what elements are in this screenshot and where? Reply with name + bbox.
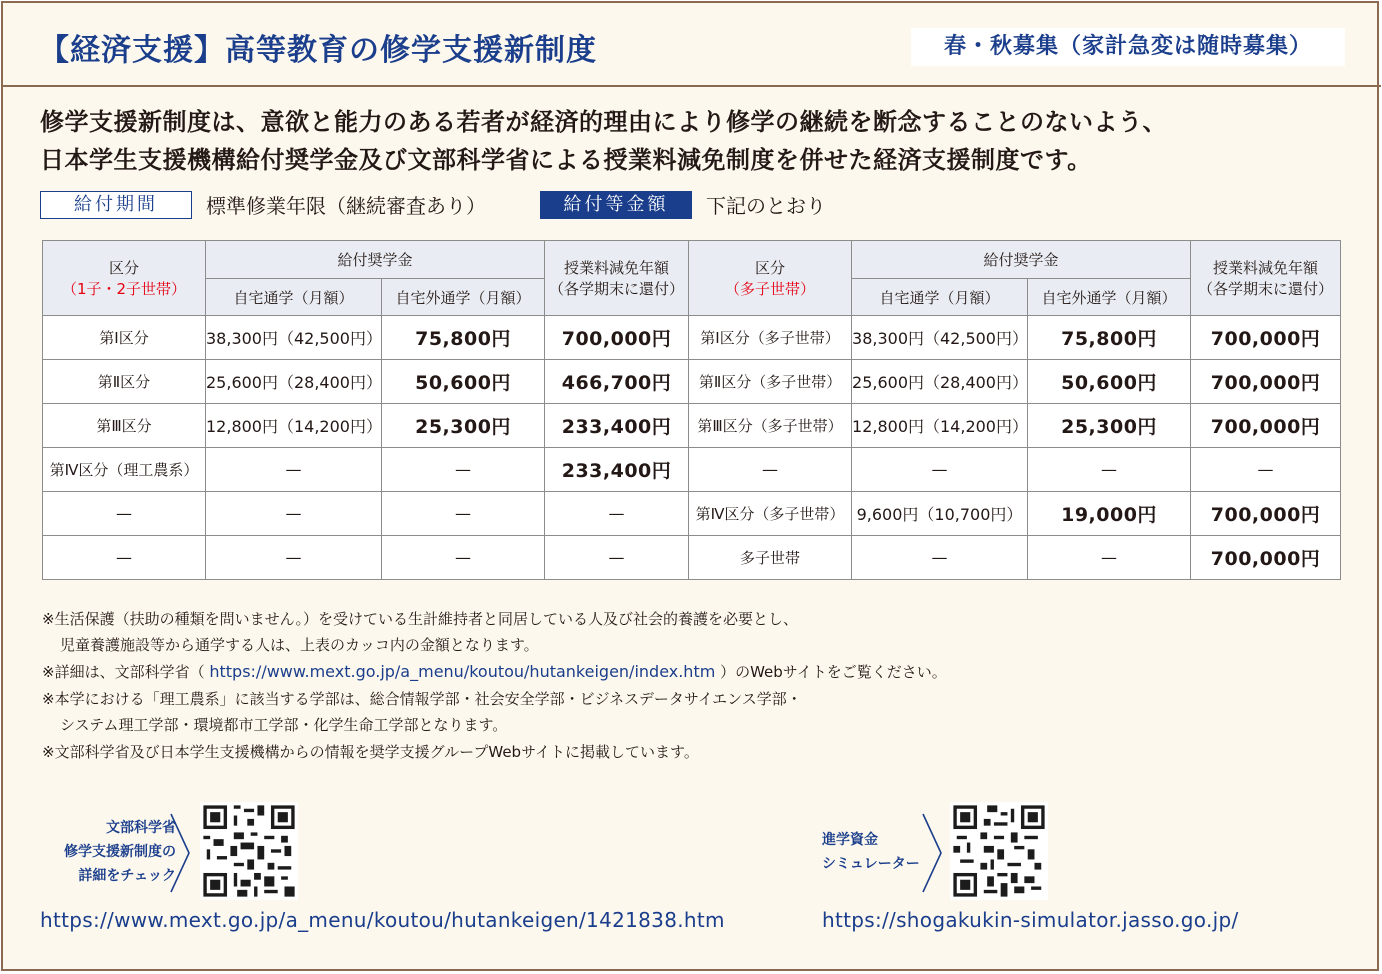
table-row	[43, 360, 1341, 404]
note-2	[42, 661, 947, 682]
period-label: 給付期間	[40, 191, 192, 219]
header-category-sub: （多子世帯）	[725, 280, 816, 298]
chevron-right-icon	[168, 812, 192, 894]
aid-table	[42, 240, 1341, 580]
cell-home: 9,600円（10,700円）	[852, 492, 1028, 536]
header-tuition-sub: （各学期末に還付）	[1198, 280, 1334, 298]
cell-tuition: —	[545, 492, 689, 536]
header-tuition-right	[1191, 241, 1341, 316]
cell-away: 50,600円	[382, 360, 545, 404]
cell-away: —	[382, 448, 545, 492]
cell-tuition: 700,000円	[1191, 360, 1341, 404]
qr-left-caption	[36, 816, 176, 888]
header-tuition-label: 授業料減免年額	[564, 259, 670, 277]
qr-left-line-1: 文部科学省	[106, 820, 176, 836]
intro-line-1: 修学支援新制度は、意欲と能力のある若者が経済的理由により修学の継続を断念することのないよう、	[40, 108, 1167, 136]
cell-tuition: —	[1191, 448, 1341, 492]
cell-category: 第Ⅳ区分（理工農系）	[43, 448, 206, 492]
simulator-link[interactable]: https://shogakukin-simulator.jasso.go.jp/	[822, 908, 1239, 932]
qr-code-icon[interactable]	[950, 802, 1048, 900]
cell-category: 第Ⅲ区分	[43, 404, 206, 448]
cell-away: 75,800円	[382, 316, 545, 360]
note-3-cont: システム理工学部・環境都市工学部・化学生命工学部となります。	[60, 716, 508, 734]
header-tuition-label: 授業料減免年額	[1213, 259, 1319, 277]
table-row	[43, 536, 1341, 580]
header-scholarship-left: 給付奨学金	[206, 241, 545, 279]
cell-tuition: 700,000円	[545, 316, 689, 360]
cell-away: 19,000円	[1028, 492, 1191, 536]
cell-home: 38,300円（42,500円）	[206, 316, 382, 360]
qr-code-icon[interactable]	[200, 802, 298, 900]
cell-home: 12,800円（14,200円）	[852, 404, 1028, 448]
cell-away: 50,600円	[1028, 360, 1191, 404]
mext-link[interactable]: https://www.mext.go.jp/a_menu/koutou/hutankeigen/index.htm	[209, 662, 716, 681]
header-home-right: 自宅通学（月額）	[852, 279, 1028, 316]
header-category-label: 区分	[108, 259, 139, 277]
cell-home: —	[206, 536, 382, 580]
cell-home: —	[852, 536, 1028, 580]
cell-away: —	[382, 492, 545, 536]
header-tuition-left	[545, 241, 689, 316]
cell-away: 25,300円	[382, 404, 545, 448]
header-category-right	[689, 241, 852, 316]
cell-home: —	[206, 448, 382, 492]
header	[3, 3, 1381, 87]
cell-tuition: 700,000円	[1191, 404, 1341, 448]
cell-category: —	[43, 536, 206, 580]
cell-category: 多子世帯	[689, 536, 852, 580]
chevron-right-icon	[920, 812, 944, 894]
header-tuition-sub: （各学期末に還付）	[549, 280, 685, 298]
header-home-left: 自宅通学（月額）	[206, 279, 382, 316]
cell-category: 第Ⅱ区分	[43, 360, 206, 404]
cell-tuition: 233,400円	[545, 448, 689, 492]
note-3: ※本学における「理工農系」に該当する学部は、総合情報学部・社会安全学部・ビジネスデータサイエンス学部・	[42, 690, 802, 708]
cell-category: 第Ⅰ区分	[43, 316, 206, 360]
mext-detail-link[interactable]: https://www.mext.go.jp/a_menu/koutou/hutankeigen/1421838.htm	[40, 908, 725, 932]
amount-value: 下記のとおり	[706, 194, 826, 218]
header-category-sub: （1子・2子世帯）	[61, 280, 187, 298]
amount-label: 給付等金額	[540, 191, 692, 219]
note-2-prefix: ※詳細は、文部科学省（	[42, 663, 205, 681]
cell-category: 第Ⅱ区分（多子世帯）	[689, 360, 852, 404]
cell-category: 第Ⅰ区分（多子世帯）	[689, 316, 852, 360]
qr-right-line-1: 進学資金	[822, 832, 878, 848]
period-value: 標準修業年限（継続審査あり）	[206, 194, 486, 218]
table-row	[43, 448, 1341, 492]
header-scholarship-right: 給付奨学金	[852, 241, 1191, 279]
header-category-left	[43, 241, 206, 316]
cell-category: —	[43, 492, 206, 536]
cell-home: 25,600円（28,400円）	[852, 360, 1028, 404]
table-row	[43, 316, 1341, 360]
table-header-row	[43, 241, 1341, 279]
cell-away: 25,300円	[1028, 404, 1191, 448]
page-title: 【経済支援】高等教育の修学支援新制度	[39, 33, 597, 68]
header-category-label: 区分	[755, 259, 786, 277]
cell-tuition: 466,700円	[545, 360, 689, 404]
cell-home: 12,800円（14,200円）	[206, 404, 382, 448]
note-1: ※生活保護（扶助の種類を問いません。）を受けている生計維持者と同居している人及び社会的養護を必要とし、	[42, 610, 798, 628]
qr-left-line-2: 修学支援新制度の	[64, 844, 176, 860]
intro-line-2: 日本学生支援機構給付奨学金及び文部科学省による授業料減免制度を併せた経済支援制度です。	[40, 146, 1092, 174]
note-1-cont: 児童養護施設等から通学する人は、上表のカッコ内の金額となります。	[60, 636, 539, 654]
cell-home: —	[852, 448, 1028, 492]
header-away-left: 自宅外通学（月額）	[382, 279, 545, 316]
qr-right-line-2: シミュレーター	[822, 856, 920, 872]
qr-right-caption	[822, 828, 920, 876]
cell-tuition: 700,000円	[1191, 536, 1341, 580]
cell-home: 38,300円（42,500円）	[852, 316, 1028, 360]
cell-category: 第Ⅲ区分（多子世帯）	[689, 404, 852, 448]
cell-category: —	[689, 448, 852, 492]
cell-tuition: 700,000円	[1191, 492, 1341, 536]
recruitment-badge: 春・秋募集（家計急変は随時募集）	[911, 28, 1345, 66]
cell-away: 75,800円	[1028, 316, 1191, 360]
cell-tuition: 233,400円	[545, 404, 689, 448]
cell-home: —	[206, 492, 382, 536]
note-4: ※文部科学省及び日本学生支援機構からの情報を奨学支援グループWebサイトに掲載しています。	[42, 743, 699, 761]
table-row	[43, 404, 1341, 448]
note-2-suffix: ）のWebサイトをご覧ください。	[720, 663, 947, 681]
qr-left-line-3: 詳細をチェック	[78, 868, 176, 884]
cell-away: —	[382, 536, 545, 580]
cell-away: —	[1028, 536, 1191, 580]
cell-category: 第Ⅳ区分（多子世帯）	[689, 492, 852, 536]
cell-away: —	[1028, 448, 1191, 492]
table-row	[43, 492, 1341, 536]
header-away-right: 自宅外通学（月額）	[1028, 279, 1191, 316]
cell-tuition: —	[545, 536, 689, 580]
cell-home: 25,600円（28,400円）	[206, 360, 382, 404]
cell-tuition: 700,000円	[1191, 316, 1341, 360]
